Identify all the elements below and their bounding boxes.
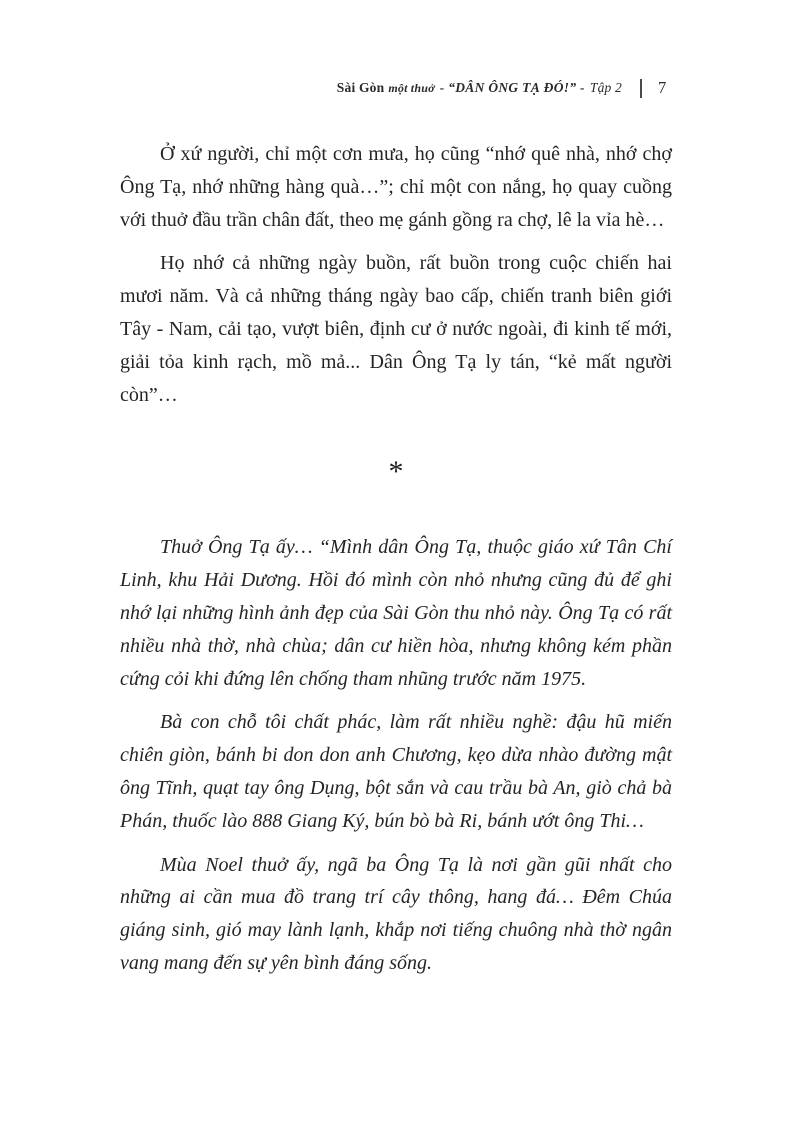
paragraph: Mùa Noel thuở ấy, ngã ba Ông Tạ là nơi gần gũi nhất cho những ai cần mua đồ trang trí cây thông, hang đá… Đêm Chúa giáng sinh, gió may lành lạnh, khắp nơi tiếng chuông nhà thờ ngân vang mang đến sự yên bình đáng sống.: [120, 853, 672, 974]
series-subtitle: một thuở: [388, 80, 435, 95]
page-number: 7: [658, 78, 667, 97]
section-divider-asterisk: *: [388, 455, 404, 489]
running-header: [120, 78, 672, 98]
page-body: [120, 138, 672, 980]
series-title: Sài Gòn: [336, 80, 385, 95]
volume-title: - “DÂN ÔNG TẠ ĐÓ!” -: [439, 80, 585, 95]
volume-number: Tập 2: [589, 80, 622, 95]
paragraph: Bà con chỗ tôi chất phác, làm rất nhiều nghề: đậu hũ miến chiên giòn, bánh bi don don anh Chương, kẹo dừa nhào đường mật ông Tĩnh, quạt tay ông Dụng, bột sắn và cau trầu bà An, giò chả bà Phán, thuốc lào 888 Giang Ký, bún bò bà Ri, bánh ướt ông Thi…: [120, 711, 672, 832]
paragraph: Thuở Ông Tạ ấy… “Mình dân Ông Tạ, thuộc giáo xứ Tân Chí Linh, khu Hải Dương. Hồi đó mình còn nhỏ nhưng cũng đủ để ghi nhớ lại những hình ảnh đẹp của Sài Gòn thu nhỏ này. Ông Tạ có rất nhiều nhà thờ, nhà chùa; dân cư hiền hòa, nhưng không kém phần cứng cỏi khi đứng lên chống tham nhũng trước năm 1975.: [120, 536, 672, 690]
header-divider-rule: [640, 79, 642, 98]
paragraph: Ở xứ người, chỉ một cơn mưa, họ cũng “nhớ quê nhà, nhớ chợ Ông Tạ, nhớ những hàng quà…”; chỉ một con nắng, họ quay cuồng với thuở đầu trần chân đất, theo mẹ gánh gồng ra chợ, lê la vỉa hè…: [120, 143, 672, 231]
paragraph: Họ nhớ cả những ngày buồn, rất buồn trong cuộc chiến hai mươi năm. Và cả những tháng ngày bao cấp, chiến tranh biên giới Tây - Nam, cải tạo, vượt biên, định cư ở nước ngoài, đi kinh tế mới, giải tỏa kinh rạch, mồ mả... Dân Ông Tạ ly tán, “kẻ mất người còn”…: [120, 252, 672, 406]
